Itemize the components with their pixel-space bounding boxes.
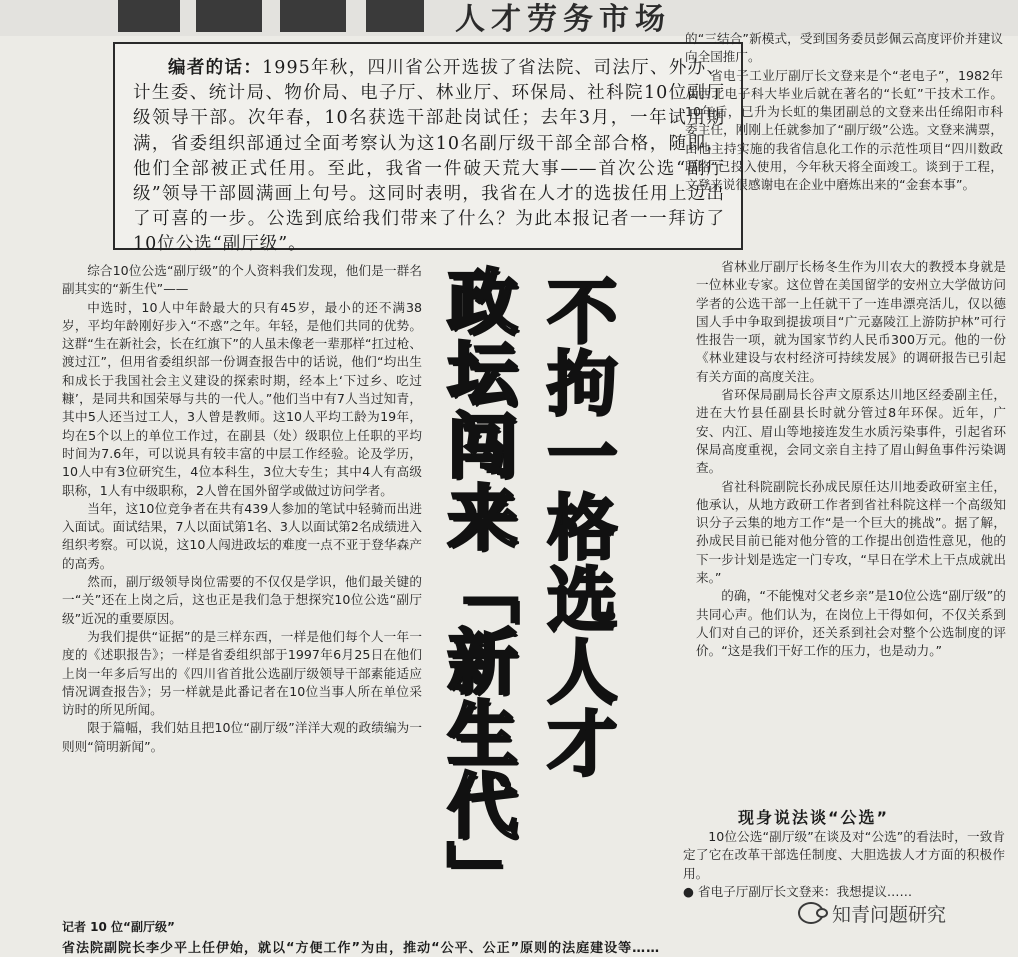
dark-block — [118, 0, 180, 32]
left-column — [62, 262, 422, 756]
editor-note-text: 1995年秋，四川省公开选拔了省法院、司法厅、外办、计生委、统计局、物价局、电子厅、林业厅、环保局、社科院10位副厅级领导干部。次年春，10名获选干部赴岗试任；去年3月，一年试用期满，省委组织部通过全面考察认为这10名副厅级干部全部合格，随即，他们全部被正式任用。至此，我省一件破天荒大事——首次公选“副厅级”领导干部圆满画上句号。这同时表明，我省在人才的选拔任用上迈出了可喜的一步。公选到底给我们带来了什么？为此本报记者一一拜访了10位公选“副厅级”。 — [133, 58, 726, 255]
article-paragraph: 10位公选“副厅级”在谈及对“公选”的看法时，一致肯定了它在改革干部选任制度、大胆选拔人才方面的积极作用。 — [683, 829, 1005, 881]
article-paragraph: 省环保局副局长谷声文原系达川地区经委副主任，进在大竹县任副县长时就分管过8年环保。近年，广安、内江、眉山等地接连发生水质污染事件，引起省环保局高度重视，会同文亲自主持了眉山鲟鱼事件污染调查。 — [696, 387, 1006, 476]
photo-caption: ● 省电子厅副厅长文登来：我想提议…… — [683, 883, 913, 899]
right-top-column — [685, 30, 1003, 195]
article-paragraph: 的确，“不能愧对父老乡亲”是10位公选“副厅级”的共同心声。他们认为，在岗位上干得如何，不仅关系到人们对自己的评价，还关系到社会对整个公选制度的评价。“这是我们干好工作的压力，也是动力。” — [696, 588, 1006, 659]
watermark — [798, 898, 946, 928]
right-bottom-column — [683, 828, 1005, 901]
headline-line-1: 政坛闯来「新生代」 — [436, 265, 518, 913]
editor-note-label: 编者的话： — [168, 58, 263, 78]
vertical-headline — [430, 265, 618, 913]
dark-block — [196, 0, 262, 32]
article-paragraph: 然而，副厅级领导岗位需要的不仅仅是学识，他们最关键的一“关”还在上岗之后，这也正是我们急于想探究10位公选“副厅级”近况的重要原因。 — [62, 574, 422, 626]
top-section-heading: 人才劳务市场 — [455, 2, 671, 37]
watermark-text: 知青问题研究 — [832, 903, 947, 926]
article-paragraph: 为我们提供“证据”的是三样东西，一样是他们每个人一年一度的《述职报告》；一样是省委组织部于1997年6月25日在他们上岗一年多后写出的《四川省首批公选副厅级领导干部素能适应情况调查报告》；另一样就是此番记者在10位当事人所在单位采访时的所见所闻。 — [62, 628, 422, 718]
section-subhead: 现身说法谈“公选” — [738, 808, 890, 827]
article-paragraph: 限于篇幅，我们姑且把10位“副厅级”洋洋大观的政绩编为一则则“简明新闻”。 — [62, 720, 422, 754]
article-paragraph: 的“三结合”新模式，受到国务委员彭佩云高度评价并建议向全国推广。 — [685, 31, 1003, 65]
article-paragraph: 省林业厅副厅长杨冬生作为川农大的教授本身就是一位林业专家。这位曾在美国留学的安州立大学做访问学者的公选干部一上任就干了一连串漂亮活儿，仅以德国人手中争取到提拔项目“广元嘉陵江上游防护林”可行性报告一项，就为国家节约人民币300万元。他的一份《林业建设与农村经济可持续发展》的调研报告已引起有关方面的高度关注。 — [696, 259, 1006, 384]
dark-block — [280, 0, 346, 32]
article-paragraph: 省电子工业厅副厅长文登来是个“老电子”，1982年从西北电子科大毕业后就在著名的“长虹”干技术工作。10年后，已升为长虹的集团副总的文登来出任绵阳市科委主任，刚刚上任就参加了“副厅级”公选。文登来满票，由他主持实施的我省信息化工作的示范性项目“四川数政联络”已投入使用，今年秋天将全面竣工。谈到于工程，文登来说很感谢电在企业中磨炼出来的“金套本事”。 — [685, 67, 1003, 193]
wechat-icon — [798, 902, 824, 924]
bottom-text-line: 省法院副院长李少平上任伊始，就以“方便工作”为由，推动“公平、公正”原则的法庭建设等…… — [62, 941, 661, 956]
editor-note-box — [113, 42, 743, 255]
byline: 记者 10 位“副厅级” — [62, 920, 175, 934]
headline-line-2: 不拘一格选人才 — [536, 275, 618, 779]
article-paragraph: 当年，这10位竞争者在共有439人参加的笔试中轻骑而出进入面试。面试结果，7人以面试第1名、3人以面试第2名成绩进入组织考察。可以说，这10人闯进政坛的难度一点不亚于登华森产的高秀。 — [62, 500, 422, 571]
dark-block — [366, 0, 424, 32]
right-middle-column — [696, 258, 1006, 661]
article-paragraph: 中选时，10人中年龄最大的只有45岁，最小的还不满38岁，平均年龄刚好步入“不惑”之年。年轻，是他们共同的优势。这群“生在新社会，长在红旗下”的人虽未像老一辈那样“扛过枪、渡过江”，但用省委组织部一份调查报告中的话说，他们“均出生和成长于我国社会主义建设的探索时期，经本上‘下过乡、吃过糠’，是同共和国荣辱与共的一代人。”他们当中有7人当过知青，其中5人还当过工人，3人曾是教师。这10人平均工龄为19年，均在5个以上的单位工作过，在副县（处）级职位上任职的平均时间为7.6年，可以说具有较丰富的中层工作经验。论及学历，10人中有3位研究生，4位本科生，3位大专生；其中4人有高级职称，1人有中级职称，2人曾在国外留学或做过访问学者。 — [62, 299, 422, 498]
editor-note — [133, 56, 725, 258]
article-paragraph: 综合10位公选“副厅级”的个人资料我们发现，他们是一群名副其实的“新生代”—— — [62, 263, 422, 297]
article-paragraph: 省社科院副院长孙成民原任达川地委政研室主任，他承认，从地方政研工作者到省社科院这样一个高级知识分子云集的地方工作“是一个巨大的挑战”。据了解，孙成民目前已能对他分管的工作提出创造性意见，他的下一步计划是选定一门专攻，“早日在学术上干点成就出来。” — [696, 478, 1006, 586]
